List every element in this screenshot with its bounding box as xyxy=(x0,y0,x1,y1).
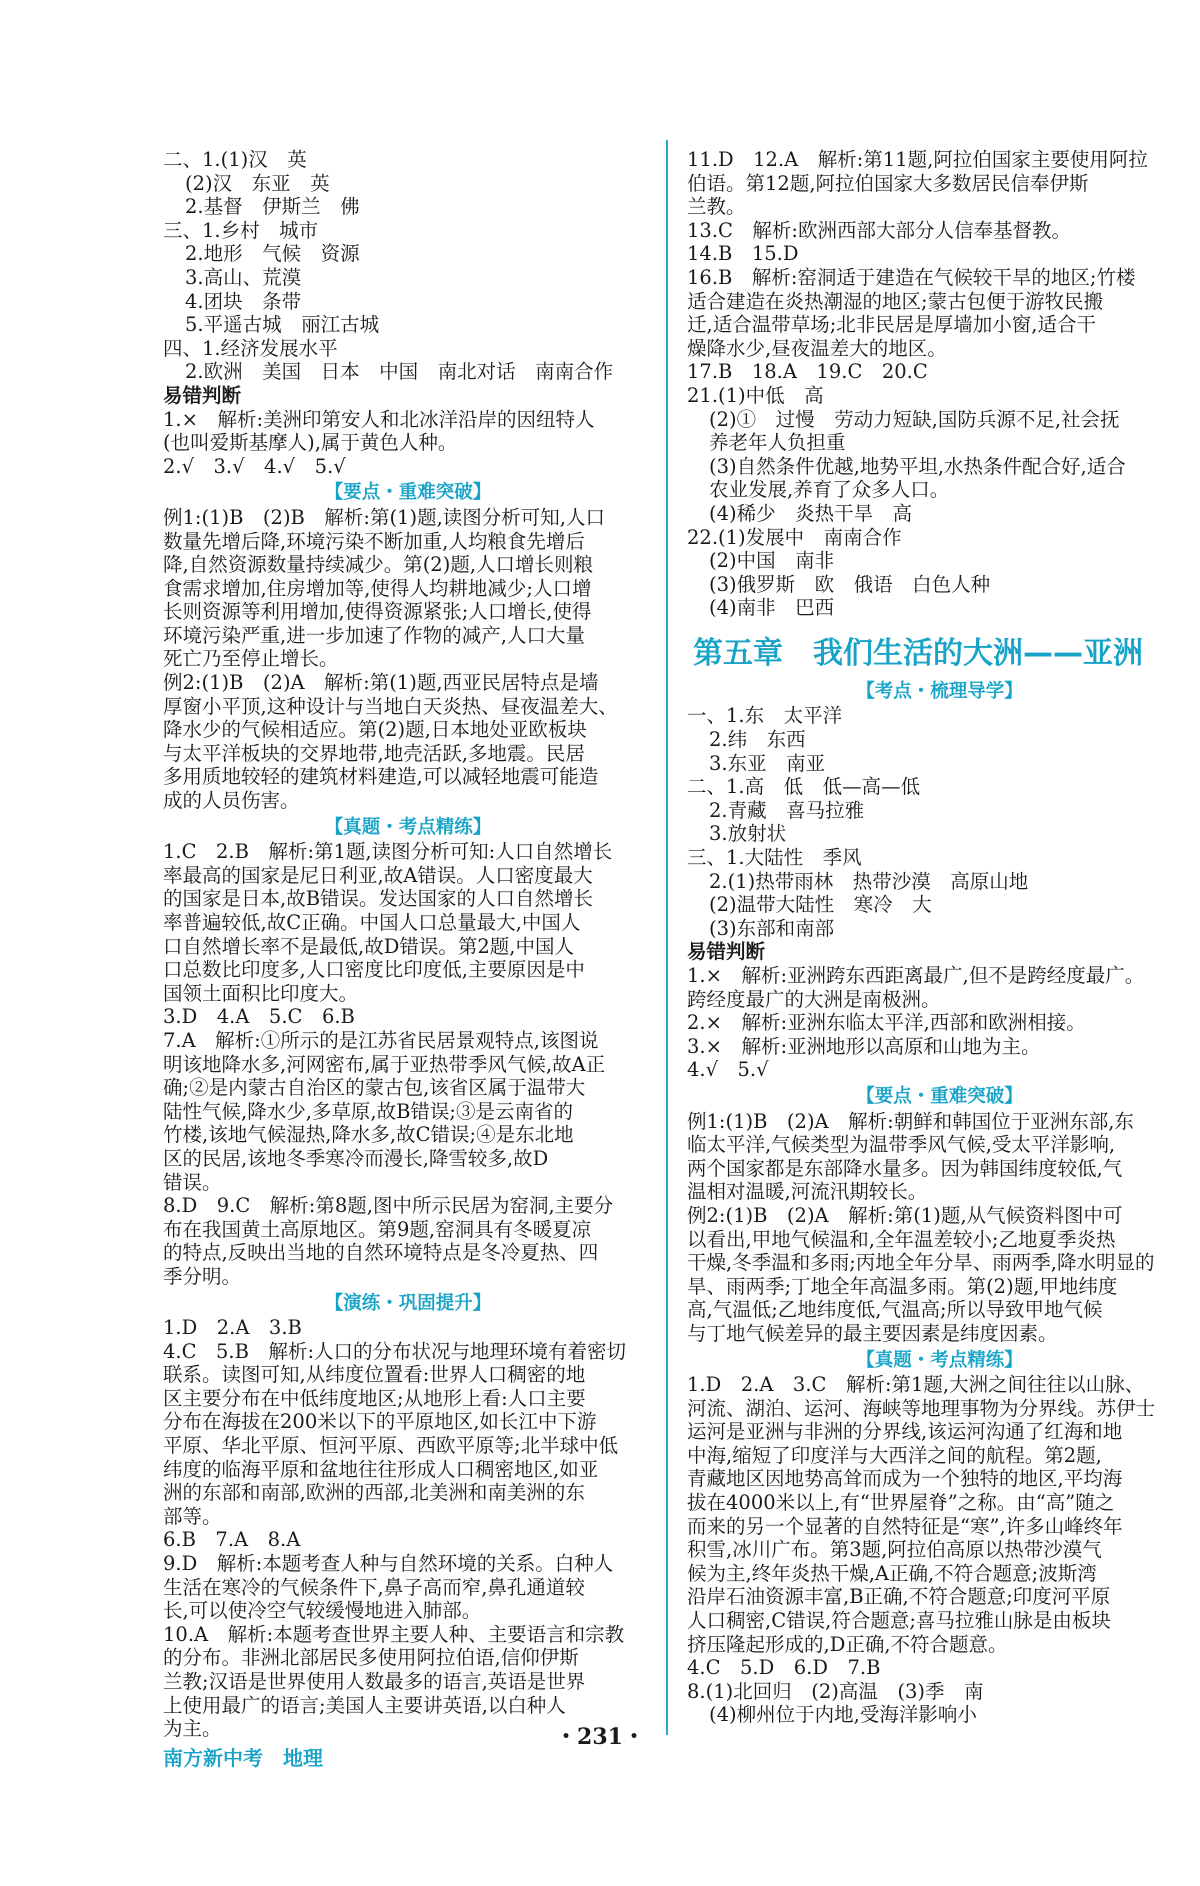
answer-line: 人口稠密,C错误,符合题意;喜马拉雅山脉是由板块 xyxy=(687,1609,1111,1633)
right-column xyxy=(687,148,1192,1727)
answer-line: 四、1.经济发展水平 xyxy=(163,336,338,360)
chapter-title: 第五章 我们生活的大洲——亚洲 xyxy=(693,635,1143,671)
answer-line: 长,可以使冷空气较缓慢地进入肺部。 xyxy=(163,1599,482,1623)
answer-line: 口自然增长率不是最低,故D错误。第2题,中国人 xyxy=(163,934,574,958)
answer-line: 旱、雨两季;丁地全年高温多雨。第(2)题,甲地纬度 xyxy=(687,1274,1118,1298)
page-number: ・231・ xyxy=(555,1724,645,1750)
answer-line: 候为主,终年炎热干燥,A正确,不符合题意;波斯湾 xyxy=(687,1561,1097,1585)
answer-line: 16.B 解析:窑洞适于建造在气候较干旱的地区;竹楼 xyxy=(687,265,1136,289)
answer-line: 2.(1)热带雨林 热带沙漠 高原山地 xyxy=(709,869,1029,893)
answer-line: 中海,缩短了印度洋与大西洋之间的航程。第2题, xyxy=(687,1443,1102,1467)
answer-line: 的国家是日本,故B错误。发达国家的人口自然增长 xyxy=(163,887,594,911)
answer-line: (2)汉 东亚 英 xyxy=(185,171,330,195)
answer-line: 区的民居,该地冬季寒冷而漫长,降雪较多,故D xyxy=(163,1146,549,1170)
answer-line: 口总数比印度多,人口密度比印度低,主要原因是中 xyxy=(163,958,585,982)
answer-line: (3)自然条件优越,地势平坦,水热条件配合好,适合 xyxy=(709,454,1126,478)
answer-line: 与丁地气候差异的最主要因素是纬度因素。 xyxy=(687,1321,1058,1345)
section-heading: 【真题・考点精练】 xyxy=(856,1349,1023,1371)
answer-line: 1.D 2.A 3.C 解析:第1题,大洲之间往往以山脉、 xyxy=(687,1373,1145,1397)
answer-line: (也叫爱斯基摩人),属于黄色人种。 xyxy=(163,431,458,455)
answer-line: 纬度的临海平原和盆地往往形成人口稠密地区,如亚 xyxy=(163,1457,599,1481)
answer-line: 的分布。非洲北部居民多使用阿拉伯语,信仰伊斯 xyxy=(163,1646,579,1670)
answer-line: 陆性气候,降水少,多草原,故B错误;③是云南省的 xyxy=(163,1099,573,1123)
answer-line: (4)柳州位于内地,受海洋影响小 xyxy=(709,1703,977,1727)
answer-line: 2.地形 气候 资源 xyxy=(185,242,360,266)
answer-line: 4.√ 5.√ xyxy=(687,1058,769,1082)
answer-line: 部等。 xyxy=(163,1504,222,1528)
answer-line: 9.D 解析:本题考查人种与自然环境的关系。白种人 xyxy=(163,1552,614,1576)
answer-line: 布在我国黄土高原地区。第9题,窑洞具有冬暖夏凉 xyxy=(163,1217,592,1241)
answer-line: 3.东亚 南亚 xyxy=(709,751,826,775)
section-heading: 【考点・梳理导学】 xyxy=(856,680,1023,702)
answer-line: 降水少的气候相适应。第(2)题,日本地处亚欧板块 xyxy=(163,718,587,742)
section-label: 易错判断 xyxy=(687,940,766,964)
answer-line: 厚窗小平顶,这种设计与当地白天炎热、昼夜温差大、 xyxy=(163,694,618,718)
answer-line: 的特点,反映出当地的自然环境特点是冬冷夏热、四 xyxy=(163,1241,599,1265)
answer-line: 降,自然资源数量持续减少。第(2)题,人口增长则粮 xyxy=(163,553,594,577)
answer-line: 例1:(1)B (2)A 解析:朝鲜和韩国位于亚洲东部,东 xyxy=(687,1109,1134,1133)
answer-line: 4.C 5.D 6.D 7.B xyxy=(687,1656,881,1680)
answer-line: 河流、湖泊、运河、海峡等地理事物为分界线。苏伊士 xyxy=(687,1396,1156,1420)
answer-line: 成的人员伤害。 xyxy=(163,789,300,813)
answer-line: 22.(1)发展中 南南合作 xyxy=(687,525,902,549)
answer-line: 季分明。 xyxy=(163,1264,242,1288)
answer-line: 竹楼,该地气候湿热,降水多,故C错误;④是东北地 xyxy=(163,1123,574,1147)
answer-line: 青藏地区因地势高耸而成为一个独特的地区,平均海 xyxy=(687,1467,1123,1491)
answer-line: 三、1.大陆性 季风 xyxy=(687,846,862,870)
answer-line: 温相对温暖,河流汛期较长。 xyxy=(687,1180,928,1204)
answer-line: 兰教;汉语是世界使用人数最多的语言,英语是世界 xyxy=(163,1670,586,1693)
answer-line: 例2:(1)B (2)A 解析:第(1)题,西亚民居特点是墙 xyxy=(163,671,599,695)
answer-line: 为主。 xyxy=(163,1717,222,1741)
answer-line: 长则资源等利用增加,使得资源紧张;人口增长,使得 xyxy=(163,600,592,624)
answer-line: 高,气温低;乙地纬度低,气温高;所以导致甲地气候 xyxy=(687,1298,1103,1322)
answer-line: 2.× 解析:亚洲东临太平洋,西部和欧洲相接。 xyxy=(687,1011,1086,1035)
answer-line: 农业发展,养育了众多人口。 xyxy=(709,478,950,502)
answer-line: 1.D 2.A 3.B xyxy=(163,1316,302,1340)
answer-line: 环境污染严重,进一步加速了作物的减产,人口大量 xyxy=(163,623,585,647)
answer-line: 跨经度最广的大洲是南极洲。 xyxy=(687,987,941,1011)
answer-line: 2.青藏 喜马拉雅 xyxy=(709,798,865,822)
answer-line: 与太平洋板块的交界地带,地壳活跃,多地震。民居 xyxy=(163,741,585,765)
answer-line: 多用质地较轻的建筑材料建造,可以减轻地震可能造 xyxy=(163,765,599,789)
answer-line: (3)东部和南部 xyxy=(709,916,835,940)
section-heading: 【演练・巩固提升】 xyxy=(324,1292,492,1314)
section-heading: 【要点・重难突破】 xyxy=(856,1085,1023,1107)
answer-line: (4)稀少 炎热干旱 高 xyxy=(709,501,913,525)
answer-line: 迁,适合温带草场;北非民居是厚墙加小窗,适合干 xyxy=(687,313,1096,337)
answer-line: 10.A 解析:本题考查世界主要人种、主要语言和宗教 xyxy=(163,1622,625,1646)
answer-line: 挤压隆起形成的,D正确,不符合题意。 xyxy=(687,1632,1008,1656)
answer-line: (4)南非 巴西 xyxy=(709,596,835,620)
answer-line: 5.平遥古城 丽江古城 xyxy=(185,313,380,337)
answer-line: 3.D 4.A 5.C 6.B xyxy=(163,1005,355,1029)
answer-line: 数量先增后降,环境污染不断加重,人均粮食先增后 xyxy=(163,529,585,553)
answer-line: 确;②是内蒙古自治区的蒙古包,该省区属于温带大 xyxy=(163,1076,586,1100)
answer-line: 一、1.东 太平洋 xyxy=(687,704,843,728)
answer-line: 2.欧洲 美国 日本 中国 南北对话 南南合作 xyxy=(185,360,614,384)
answer-line: 11.D 12.A 解析:第11题,阿拉伯国家主要使用阿拉 xyxy=(687,148,1148,171)
answer-line: 3.放射状 xyxy=(709,822,787,846)
answer-line: (2)① 过慢 劳动力短缺,国防兵源不足,社会抚 xyxy=(709,407,1120,431)
section-heading: 【真题・考点精练】 xyxy=(324,816,492,838)
answer-line: 运河是亚洲与非洲的分界线,该运河沟通了红海和地 xyxy=(687,1420,1123,1444)
answer-line: 4.团块 条带 xyxy=(185,289,302,313)
answer-line: 3.× 解析:亚洲地形以高原和山地为主。 xyxy=(687,1034,1041,1058)
answer-line: 明该地降水多,河网密布,属于亚热带季风气候,故A正 xyxy=(163,1052,606,1076)
answer-line: 洲的东部和南部,欧洲的西部,北美洲和南美洲的东 xyxy=(163,1481,585,1505)
answer-line: 伯语。第12题,阿拉伯国家大多数居民信奉伊斯 xyxy=(687,171,1089,195)
answer-line: 兰教。 xyxy=(687,195,746,219)
answer-line: 二、1.高 低 低—高—低 xyxy=(687,775,921,799)
answer-line: 3.高山、荒漠 xyxy=(185,265,302,289)
answer-line: 沿岸石油资源丰富,B正确,不符合题意;印度河平原 xyxy=(687,1585,1111,1609)
answer-line: 积雪,冰川广布。第3题,阿拉伯高原以热带沙漠气 xyxy=(687,1538,1102,1562)
answer-line: 例2:(1)B (2)A 解析:第(1)题,从气候资料图中可 xyxy=(687,1203,1123,1227)
section-heading: 【要点・重难突破】 xyxy=(324,482,492,504)
answer-line: 17.B 18.A 19.C 20.C xyxy=(687,360,928,384)
answer-line: 燥降水少,昼夜温差大的地区。 xyxy=(687,336,947,360)
answer-line: 适合建造在炎热潮湿的地区;蒙古包便于游牧民搬 xyxy=(687,289,1104,313)
answer-line: 区主要分布在中低纬度地区;从地形上看:人口主要 xyxy=(163,1386,586,1410)
answer-line: 二、1.(1)汉 英 xyxy=(163,148,307,171)
answer-line: 分布在海拔在200米以下的平原地区,如长江中下游 xyxy=(163,1410,597,1434)
left-column xyxy=(163,148,653,1741)
answer-line: 干燥,冬季温和多雨;丙地全年分旱、雨两季,降水明显的 xyxy=(687,1251,1155,1275)
answer-line: 国领土面积比印度大。 xyxy=(163,981,359,1005)
answer-line: 例1:(1)B (2)B 解析:第(1)题,读图分析可知,人口 xyxy=(163,505,605,529)
answer-line: 2.基督 伊斯兰 佛 xyxy=(185,195,360,219)
answer-line: (3)俄罗斯 欧 俄语 白色人种 xyxy=(709,572,991,596)
answer-line: 三、1.乡村 城市 xyxy=(163,218,319,242)
answer-line: 死亡乃至停止增长。 xyxy=(163,647,339,671)
answer-line: 联系。读图可知,从纬度位置看:世界人口稠密的地 xyxy=(163,1363,586,1387)
answer-line: 两个国家都是东部降水量多。因为韩国纬度较低,气 xyxy=(687,1156,1123,1180)
answer-line: 养老年人负担重 xyxy=(709,431,846,455)
answer-line: 以看出,甲地气候温和,全年温差较小;乙地夏季炎热 xyxy=(687,1227,1116,1251)
answer-line: 率普遍较低,故C正确。中国人口总量最大,中国人 xyxy=(163,911,581,934)
answer-line: 率最高的国家是尼日利亚,故A错误。人口密度最大 xyxy=(163,863,593,887)
answer-line: 1.× 解析:美洲印第安人和北冰洋沿岸的因纽特人 xyxy=(163,407,595,431)
answer-line: 临太平洋,气候类型为温带季风气候,受太平洋影响, xyxy=(687,1133,1116,1157)
answer-line: 2.纬 东西 xyxy=(709,728,806,752)
column-divider xyxy=(666,140,668,1735)
answer-line: 拔在4000米以上,有“世界屋脊”之称。由“高”随之 xyxy=(687,1491,1115,1515)
answer-line: 21.(1)中低 高 xyxy=(687,383,824,407)
answer-line: 生活在寒冷的气候条件下,鼻子高而窄,鼻孔通道较 xyxy=(163,1575,585,1599)
answer-line: 1.× 解析:亚洲跨东西距离最广,但不是跨经度最广。 xyxy=(687,964,1145,987)
answer-line: 平原、华北平原、恒河平原、西欧平原等;北半球中低 xyxy=(163,1434,619,1458)
answer-line: 13.C 解析:欧洲西部大部分人信奉基督教。 xyxy=(687,218,1072,242)
answer-line: 2.√ 3.√ 4.√ 5.√ xyxy=(163,454,346,478)
book-title: 南方新中考 地理 xyxy=(163,1746,323,1770)
answer-line: 8.(1)北回归 (2)高温 (3)季 南 xyxy=(687,1679,984,1703)
answer-line: 上使用最广的语言;美国人主要讲英语,以白种人 xyxy=(163,1693,566,1717)
answer-line: 1.C 2.B 解析:第1题,读图分析可知:人口自然增长 xyxy=(163,840,613,864)
answer-line: 14.B 15.D xyxy=(687,242,799,266)
answer-line: (2)中国 南非 xyxy=(709,549,835,573)
answer-line: 6.B 7.A 8.A xyxy=(163,1528,301,1552)
section-label: 易错判断 xyxy=(163,383,242,407)
answer-line: 8.D 9.C 解析:第8题,图中所示民居为窑洞,主要分 xyxy=(163,1194,614,1218)
answer-line: 7.A 解析:①所示的是江苏省民居景观特点,该图说 xyxy=(163,1028,599,1052)
answer-line: 食需求增加,住房增加等,使得人均耕地减少;人口增 xyxy=(163,576,592,600)
answer-line: 4.C 5.B 解析:人口的分布状况与地理环境有着密切 xyxy=(163,1339,627,1363)
answer-line: 错误。 xyxy=(163,1170,222,1194)
answer-line: 而来的另一个显著的自然特征是“寒”,许多山峰终年 xyxy=(687,1514,1123,1538)
answer-line: (2)温带大陆性 寒冷 大 xyxy=(709,893,932,917)
